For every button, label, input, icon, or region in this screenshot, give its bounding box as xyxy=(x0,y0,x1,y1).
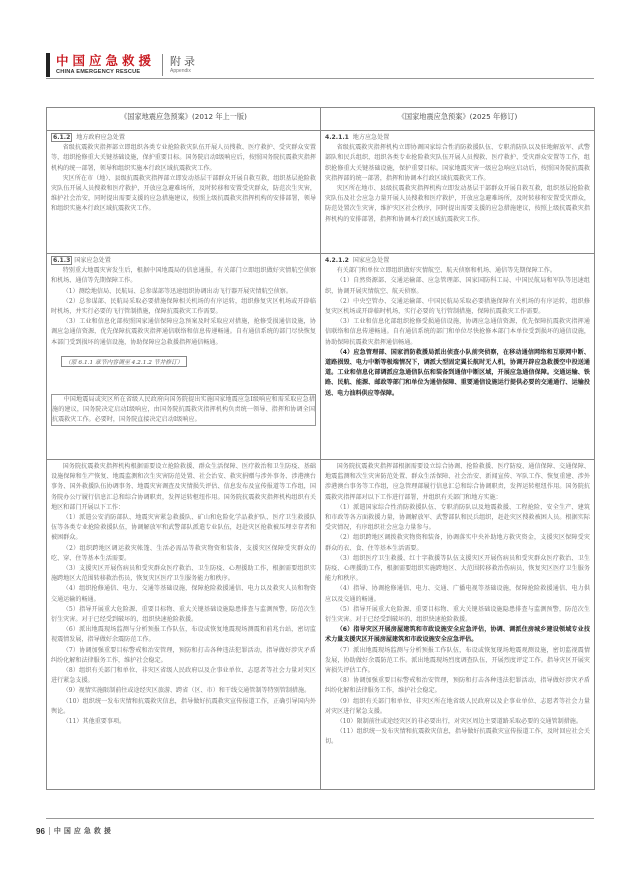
list-item: （11）组织统一发布灾情和抗震救灾信息，指导做好抗震救灾宣传报道工作，及时回应社会关切。 xyxy=(325,728,590,746)
cell-2025-4-2-1-2 xyxy=(321,254,595,460)
page-number: 96 xyxy=(36,826,45,836)
paragraph: 中国地震局或灾区所在省级人民政府向国务院提出实施国家地震应急Ⅰ级响应和需采取应急措施的建议，国务院决定启动Ⅰ级响应，由国务院抗震救灾指挥机构负责统一领导、指挥和协调全国抗震救灾工作。必要时，国务院直接决定启动Ⅰ级响应。 xyxy=(51,394,316,427)
paragraph: 省级抗震救灾指挥机构立即协调国家综合性消防救援队伍、专职消防队以及驻地解放军、武警部队和民兵组织，组织各类专业抢险救灾队伍开展人员搜救、医疗救护、受灾群众安置等工作，组织抢修重大关键基础设施，保护重要目标。国家地震灾害一级应急响应启动后，按照国务院抗震救灾指挥部的统一部署，指挥和协调本行政区域抗震救灾工作。 xyxy=(325,144,590,182)
section-number: 6.1.3 xyxy=(53,257,71,264)
list-item: （2）组织跨地区调拨救灾物资和装备，协调落实中央补助地方救灾资金，支援灾区保障受灾群众的衣、食、住等基本生活需要。 xyxy=(325,534,590,552)
section-title: 地方应急处置 xyxy=(352,134,390,141)
list-item: （10）限制前往或途经灾区的非必要出行，对灾区周边主要道路采取必要的交通管制措施。 xyxy=(336,718,582,726)
page-footer xyxy=(36,826,114,836)
paragraph: （2）总参谋部、民航局采取必要措施保障相关机场的有序运转，组织修复灾区机场或开辟临时机场，并实行必要的飞行管制措施，保障抗震救灾工作需要。 xyxy=(51,297,316,316)
paragraph: （2）中央空管办、交通运输部、中国民航局采取必要措施保障有关机场的有序运转，组织修复灾区机场或开辟临时机场，实行必要的飞行管制措施，保障抗震救灾工作需要。 xyxy=(325,297,590,316)
section-number: 4.2.1.1 xyxy=(325,134,349,141)
brand-cn: 中国应急救援 xyxy=(56,53,156,68)
list-item: （10）组织统一发布灾情和抗震救灾信息，指导做好抗震救灾宣传报道工作，正确引导国内外舆论。 xyxy=(51,697,316,715)
masthead-bar xyxy=(46,53,50,77)
list-item: （5）指导开展重大危险源、重要目标物、重大关键基础设施隐患排查与监测预警，防范次生衍生灾害。对于已经受到破坏的，组织快速抢险救援。 xyxy=(51,605,316,624)
section-heading xyxy=(51,256,316,266)
comparison-table xyxy=(46,107,595,790)
list-item: （3）支援灾区开展伤病员和受灾群众医疗救治、卫生防疫、心理援助工作，根据需要组织实施跨地区大范围转移救治伤员，恢复灾区医疗卫生服务能力和秩序。 xyxy=(51,565,316,583)
paragraph: （3）工业和信息化部按照国家通信保障应急预案及时采取应对措施，抢修受损通信设施，协调应急通信资源，优先保障抗震救灾指挥通信联络和信息传递畅通。自有通信系统的部门尽快恢复本部门受到损坏的通信设施，协助保障应急救援指挥通信畅通。 xyxy=(51,318,316,346)
header-2012: 《国家地震应急预案》(2012 年上一版) xyxy=(47,108,321,131)
footer-divider xyxy=(49,827,50,835)
footer-rule xyxy=(46,818,594,819)
list-item: （1）派遣国家综合性消防救援队伍、专职消防队以及地震救援、工程抢险、安全生产、建筑和市政等各方面救援力量，协调解放军、武警部队和民兵组织，赶赴灾区搜救被困人员。根据实际受灾情况，有序组织社会应急力量参与。 xyxy=(325,503,590,532)
list-item: （6）派出地震现场监测与分析预报工作队伍，布设或恢复地震现场测震和前兆台站，密切监视震情发展，指导做好余震防范工作。 xyxy=(51,626,316,644)
paragraph: 国务院抗震救灾指挥部根据需要设立综合协调、抢险救援、医疗防疫、通信保障、交通保障、地震监测和次生灾害防范处置、群众生活保障、社会治安、新闻宣传、军队工作、恢复重建、涉外涉港澳台事务等工作组，应急管理部履行信息汇总和综合协调职责，发挥运转枢纽作用。国务院抗震救灾指挥部对以下工作进行部署，并组织有关部门和地方实施： xyxy=(325,463,590,501)
list-item: （5）指导开展重大危险源、重要目标物、重大关键基础设施隐患排查与监测预警，防范次生衍生灾害。对于已经受到破坏的，组织快速抢险救援。 xyxy=(325,605,590,624)
table-row xyxy=(47,131,595,254)
brand-en: CHINA EMERGENCY RESCUE xyxy=(56,69,141,75)
paragraph: 灾区所在地市、县级抗震救灾指挥机构立即发动基层干部群众开展自救互救，组织基层抢险救灾队伍及社会应急力量开展人员搜救和医疗救护，开放应急避难场所，及时转移和安置受灾群众，防范处置次生灾害，维护灾区社会秩序，同时提出需要支援的应急措施建议，按照上级抗震救灾指挥机构的安排部署，指挥和协调本行政区域抗震救灾工作。 xyxy=(325,185,590,223)
section-title: 地方政府应急处置 xyxy=(76,134,125,141)
section-number: 4.2.1.2 xyxy=(325,257,349,264)
section-en: Appendix xyxy=(170,68,191,74)
section-heading xyxy=(325,256,590,266)
header-rule xyxy=(46,78,594,79)
paragraph: （1）自然资源部、交通运输部、应急管理部、国家国防科工局、中国民航局和军队等迅速组织，协调开展灾情航空、航天侦察。 xyxy=(325,277,590,295)
masthead-divider xyxy=(162,54,163,76)
cell-2012-6-1-2 xyxy=(47,131,321,254)
list-item: （4）指导、协调抢修通信、电力、交通、广播电视等基础设施，保障抢险救援通信、电力供应以及交通的畅通。 xyxy=(325,585,590,603)
list-item: （9）组织有关部门和单位、非灾区所在地省级人民政府以及企事业单位、志愿者等社会力量对灾区进行紧急支援。 xyxy=(325,697,590,715)
section-cn: 附录 xyxy=(170,55,199,68)
paragraph: （4）应急管理部、国家消防救援局派出侦查小队前突侦察，在移动通信网络和互联网中断、道路损毁、电力中断等极端情况下，调派大型固定翼长航时无人机，协调开辟应急救援空中投送通道。工业和信息化部调派应急通信队伍和装备到通信中断区域，开展应急通信保障。交通运输、铁路、民航、能源、邮政等部门和单位为通信保障、重要通信设施运行提供必要的交通通行、运输投送、电力油料供应等保障。 xyxy=(325,348,590,397)
section-heading xyxy=(51,133,316,143)
cell-2025-4-2-1-1 xyxy=(321,131,595,254)
header-2025: 《国家地震应急预案》(2025 年修订) xyxy=(321,108,595,131)
list-item: （1）派遣公安消防部队、地震灾害紧急救援队、矿山和危险化学品救护队、医疗卫生救援队伍等各类专业抢险救援队伍，协调解放军和武警部队派遣专业队伍，赶赴灾区抢救被压埋幸存者和被困群众。 xyxy=(51,514,316,542)
paragraph: （1）测绘地信局、民航局、总参谋部等迅速组织协调出动飞行器开展灾情航空侦察。 xyxy=(62,287,292,295)
cell-2012-command xyxy=(47,460,321,790)
brand xyxy=(56,54,155,76)
publication-name: 中国应急救援 xyxy=(53,827,114,835)
section-label xyxy=(170,55,198,75)
paragraph: 灾区所在市（地）、县级抗震救灾指挥部立即发动基层干部群众开展自救互救，组织基层抢险救灾队伍开展人员搜救和医疗救护，开放应急避难场所，及时转移和安置受灾群众，防范次生灾害，维护社会治安，同时提出需要支援的应急措施建议，按照上级抗震救灾指挥机构的安排部署，领导和组织实施本行政区域抗震救灾工作。 xyxy=(51,174,316,213)
masthead xyxy=(46,52,198,78)
list-item: （11）其他重要事项。 xyxy=(62,718,126,726)
table-row xyxy=(47,460,595,790)
paragraph: （3）工业和信息化部组织抢修受损通信设施，协调应急通信资源，优先保障抗震救灾指挥通信联络和信息传递畅通。自有通信系统的部门和单位尽快抢修本部门本单位受到损坏的通信设施，协助保障抗震救灾指挥通信畅通。 xyxy=(325,318,590,346)
revision-note: （原 6.1.1 章节内容调至 4.2.1.2 节并修订） xyxy=(61,356,187,367)
list-item: （3）组织医疗卫生救援、红十字救援等队伍支援灾区开展伤病员和受灾群众医疗救治、卫生防疫、心理援助工作，根据需要组织实施跨地区、大范围转移救治伤病员，恢复灾区医疗卫生服务能力和秩序。 xyxy=(325,554,590,583)
list-item: （7）派出地震现场监测与分析预报工作队伍，布设或恢复现场地震观测设施，密切监视震情发展，协助做好余震防范工作。派出地震现场烈度调查队伍，开展烈度评定工作。指导灾区开展灾害损失评估工作。 xyxy=(325,646,590,675)
list-item: （4）组织抢修通信、电力、交通等基础设施，保障抢险救援通信、电力以及救灾人员和物资交通运输的畅通。 xyxy=(51,585,316,603)
list-item: （8）组织有关部门和单位、非灾区省级人民政府以及企事业单位、志愿者等社会力量对灾区进行紧急支援。 xyxy=(51,667,316,685)
cell-2025-command xyxy=(321,460,595,790)
section-number: 6.1.2 xyxy=(53,134,71,141)
section-title: 国家应急处置 xyxy=(352,257,390,264)
cell-2012-6-1-3 xyxy=(47,254,321,460)
paragraph: 省级抗震救灾指挥部立即组织各类专业抢险救灾队伍开展人员搜救、医疗救护、受灾群众安置等，组织抢修重大关键基础设施，保护重要目标。国务院启动Ⅰ级响应后，按照国务院抗震救灾指挥机构的统一部署，领导和组织实施本行政区域抗震救灾工作。 xyxy=(51,144,316,172)
section-title: 国家应急处置 xyxy=(74,257,111,264)
section-heading xyxy=(325,133,590,143)
list-item: （6）指导灾区开展房屋建筑和市政设施安全应急评估，协调、调派住房城乡建设领域专业技术力量支援灾区开展房屋建筑和市政设施安全应急评估。 xyxy=(325,626,590,644)
list-item: （9）视情实施限制前往或途经灾区旅游、跨省（区、市）和干线交通管制等特别管制措施。 xyxy=(62,687,311,695)
paragraph: 特别重大地震灾害发生后，根据中国地震局的信息通报，有关部门立即组织做好灾情航空侦察和机场、通信等先期保障工作。 xyxy=(51,267,316,285)
list-item: （7）协调加强重要目标警戒和治安管理，预防和打击各种违法犯罪活动，指导做好涉灾矛盾纠纷化解和法律服务工作，维护社会稳定。 xyxy=(51,646,316,664)
paragraph: 国务院抗震救灾指挥机构根据需要设立抢险救援、群众生活保障、医疗救治和卫生防疫、基础设施保障和生产恢复、地震监测和次生灾害防范处置、社会治安、救灾捐赠与涉外事务、涉港澳台事务、国外救援队伍协调事务、地震灾害调查及灾情损失评估、信息发布及宣传报道等工作组，国务院办公厅履行信息汇总和综合协调职责，发挥运转枢纽作用。国务院抗震救灾指挥机构组织有关地区和部门开展以下工作： xyxy=(51,463,316,511)
list-item: （2）组织跨地区调运救灾帐篷、生活必需品等救灾物资和装备，支援灾区保障受灾群众的吃、穿、住等基本生活需要。 xyxy=(51,544,316,562)
table-header-row xyxy=(47,108,595,131)
paragraph: 有关部门和单位立即组织做好灾情航空、航天侦察和机场、通信等先期保障工作。 xyxy=(336,267,556,275)
table-row xyxy=(47,254,595,460)
list-item: （8）协调加强重要目标警戒和治安管理，预防和打击各种违法犯罪活动，指导做好涉灾矛盾纠纷化解和法律服务工作，维护社会稳定。 xyxy=(325,677,590,695)
